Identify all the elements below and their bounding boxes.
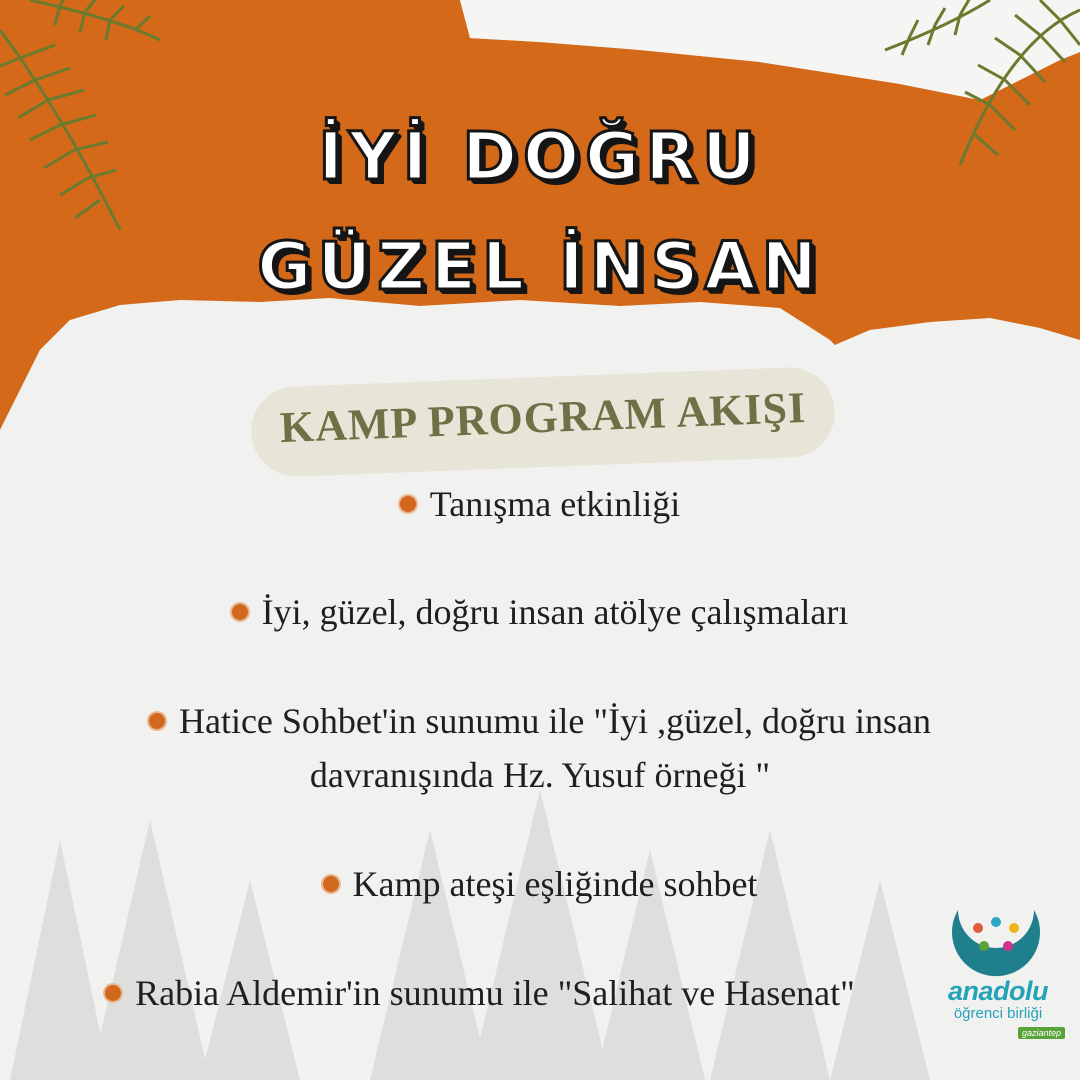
bullet-dot-icon — [149, 713, 165, 729]
program-item-text: Hatice Sohbet'in sunumu ile "İyi ,güzel, doğru insan — [178, 701, 932, 741]
program-item-text: Rabia Aldemir'in sunumu ile "Salihat ve Hasenat" — [135, 973, 855, 1013]
program-item-text: Tanışma etkinliği — [429, 484, 681, 524]
program-item — [0, 966, 1020, 1020]
program-item — [0, 477, 1080, 531]
program-item — [0, 857, 1080, 911]
title-line-1: İYİ DOĞRU — [318, 118, 762, 195]
logo-city: gaziantep — [1018, 1027, 1065, 1039]
program-item-text-continued: davranışında Hz. Yusuf örneği " — [309, 755, 771, 795]
program-item — [0, 694, 1080, 802]
bullet-dot-icon — [105, 985, 121, 1001]
bullet-dot-icon — [400, 496, 416, 512]
program-item-text: İyi, güzel, doğru insan atölye çalışmaları — [261, 592, 849, 632]
program-item-text: Kamp ateşi eşliğinde sohbet — [352, 864, 758, 904]
bullet-dot-icon — [232, 604, 248, 620]
logo-subname: öğrenci birliği — [953, 1005, 1043, 1022]
bullet-dot-icon — [323, 876, 339, 892]
logo-name: anadolu — [947, 976, 1048, 1006]
program-item — [0, 585, 1080, 639]
title-line-2: GÜZEL İNSAN — [257, 228, 823, 305]
subtitle: KAMP PROGRAM AKIŞI — [279, 382, 807, 453]
